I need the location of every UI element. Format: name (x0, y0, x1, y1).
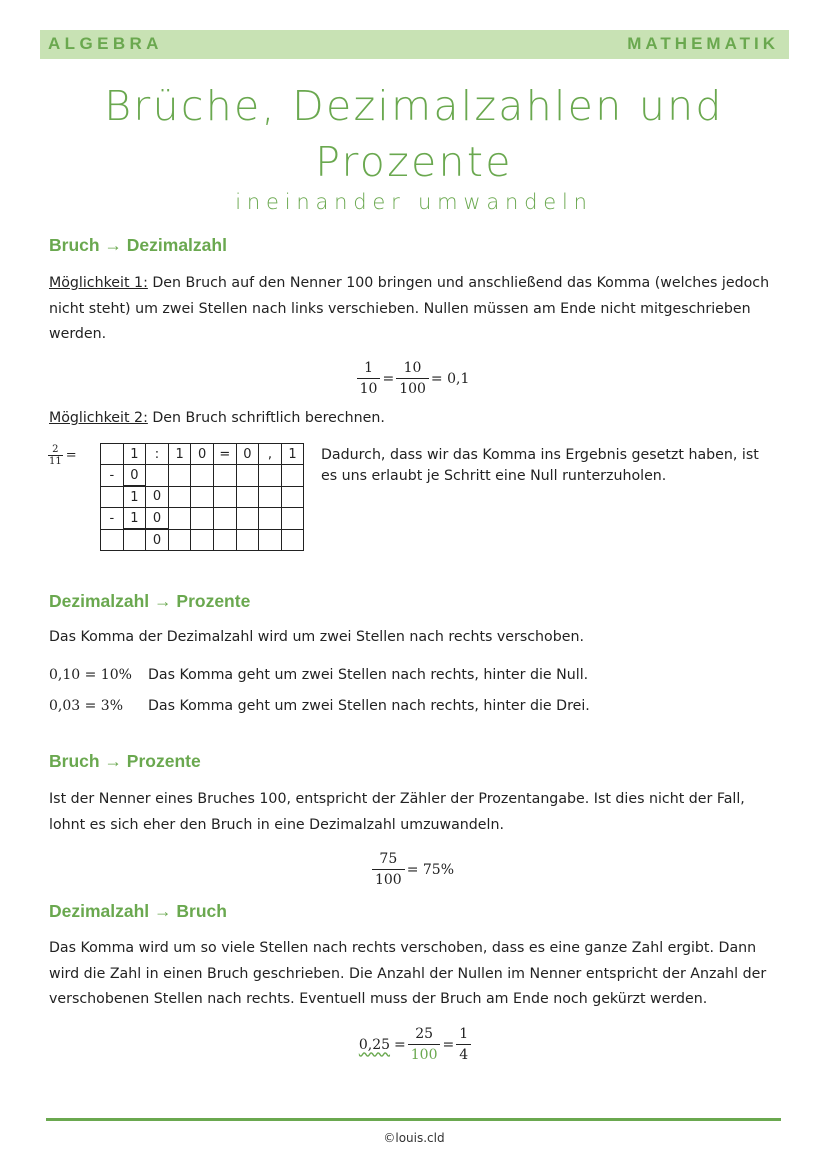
header-bar (40, 30, 789, 59)
header-subject-right: MATHEMATIK (627, 34, 779, 53)
grid-cell (236, 529, 259, 550)
fraction-25-100 (408, 1025, 441, 1064)
paragraph-dezimal-bruch: Das Komma wird um so viele Stellen nach rechts verschoben, dass es eine ganze Zahl ergibt. Dann wird die Zahl in einen Bruch geschrieben. Die Anzahl der Nullen im Nenner entspricht der Anzahl der verschobenen Stellen nach rechts. Eventuell muss der Bruch am Ende noch gekürzt werden. (49, 940, 767, 1007)
example-math: 0,10 = 10% (49, 667, 132, 683)
grid-cell: 0 (236, 444, 259, 465)
fraction-10-100 (396, 359, 429, 398)
grid-cell: - (101, 465, 124, 486)
grid-cell (281, 465, 304, 486)
numerator: 1 (357, 359, 381, 379)
equals-sign: = (65, 448, 77, 463)
fraction-1-4 (456, 1025, 471, 1064)
text-moeglichkeit-1: Den Bruch auf den Nenner 100 bringen und anschließend das Komma (welches jedoch nicht steht) um zwei Stellen nach links verschieben. Nullen müssen am Ende nicht mitgeschrieben werden. (49, 275, 770, 342)
paragraph-moeglichkeit-1 (49, 271, 784, 348)
page-subtitle: ineinander umwandeln (235, 190, 593, 214)
grid-cell (123, 529, 146, 550)
grid-cell (259, 465, 282, 486)
grid-row (101, 508, 304, 529)
paragraph-bruch-prozente: Ist der Nenner eines Bruches 100, entspricht der Zähler der Prozentangabe. Ist dies nicht der Fall, lohnt es sich eher den Bruch in eine Dezimalzahl umzuwandeln. (49, 791, 745, 833)
grid-row (101, 529, 304, 550)
page-title-line1: Brüche, Dezimalzahlen und (104, 82, 724, 130)
grid-cell (213, 508, 236, 529)
grid-cell (236, 486, 259, 507)
equation-result: = 0,1 (430, 370, 470, 387)
grid-cell (168, 486, 191, 507)
grid-cell: 0 (146, 529, 169, 550)
grid-cell (281, 508, 304, 529)
grid-row (101, 444, 304, 465)
footer-copyright: ©louis.cld (383, 1131, 445, 1145)
example-math: 0,03 = 3% (49, 698, 124, 714)
grid-cell (101, 486, 124, 507)
heading-dezimal-prozente: Dezimalzahl → Prozente (49, 591, 251, 611)
equation-bruch-dezimal (0, 359, 828, 398)
grid-cell: 1 (123, 508, 146, 529)
numerator: 2 (48, 444, 63, 456)
heading-bruch-prozente: Bruch → Prozente (49, 751, 201, 771)
numerator: 25 (408, 1025, 441, 1045)
grid-cell (236, 508, 259, 529)
example-text: Das Komma geht um zwei Stellen nach rechts, hinter die Drei. (148, 698, 590, 714)
grid-cell (168, 465, 191, 486)
grid-cell: 1 (168, 444, 191, 465)
grid-cell (259, 529, 282, 550)
equals-sign: = (394, 1036, 406, 1053)
heading-dezimal-bruch: Dezimalzahl → Bruch (49, 901, 227, 921)
grid-row (101, 465, 304, 486)
heading-bruch-dezimal: Bruch → Dezimalzahl (49, 235, 227, 255)
equation-dezimal-bruch (0, 1025, 828, 1064)
division-fraction (48, 444, 77, 467)
grid-cell (191, 529, 214, 550)
equals-sign: = (442, 1036, 455, 1053)
grid-cell (236, 465, 259, 486)
denominator: 10 (359, 381, 378, 397)
grid-cell: 0 (146, 508, 169, 529)
grid-cell: 0 (146, 486, 169, 507)
grid-cell: - (101, 508, 124, 529)
grid-cell: 1 (123, 444, 146, 465)
grid-cell (101, 444, 124, 465)
grid-cell: 0 (123, 465, 146, 486)
grid-cell (191, 465, 214, 486)
grid-cell: 0 (191, 444, 214, 465)
grid-cell: : (146, 444, 169, 465)
header-subject-left: ALGEBRA (48, 34, 163, 53)
denominator: 100 (410, 1047, 438, 1063)
numerator: 75 (372, 850, 405, 870)
grid-cell (146, 465, 169, 486)
label-moeglichkeit-1: Möglichkeit 1: (49, 275, 148, 291)
page-title-line2: Prozente (315, 138, 513, 186)
grid-cell (168, 508, 191, 529)
decimal-value: 0,25 (358, 1036, 391, 1053)
grid-cell: 1 (123, 486, 146, 507)
grid-cell: , (259, 444, 282, 465)
paragraph-moeglichkeit-2 (49, 406, 784, 432)
denominator: 100 (374, 872, 402, 888)
grid-cell (168, 529, 191, 550)
numerator: 1 (456, 1025, 471, 1045)
grid-cell: = (213, 444, 236, 465)
grid-row (101, 486, 304, 507)
denominator: 11 (49, 456, 62, 467)
paragraph-dezimal-prozente: Das Komma der Dezimalzahl wird um zwei Stellen nach rechts verschoben. (49, 629, 584, 645)
fraction-1-10 (357, 359, 381, 398)
equation-result: = 75% (406, 861, 455, 878)
long-division-grid (100, 443, 304, 551)
equals-sign: = (382, 370, 395, 387)
text-moeglichkeit-2: Den Bruch schriftlich berechnen. (147, 410, 385, 426)
denominator: 100 (399, 381, 426, 397)
grid-cell (259, 486, 282, 507)
grid-cell (213, 465, 236, 486)
equation-bruch-prozente (0, 850, 828, 889)
grid-cell (281, 529, 304, 550)
grid-cell (281, 486, 304, 507)
grid-cell (213, 529, 236, 550)
division-explanation: Dadurch, dass wir das Komma ins Ergebnis gesetzt haben, ist es uns erlaubt je Schritt eine Null runterzuholen. (321, 447, 759, 484)
grid-cell (259, 508, 282, 529)
grid-cell (101, 529, 124, 550)
example-text: Das Komma geht um zwei Stellen nach rechts, hinter die Null. (148, 667, 589, 683)
denominator: 4 (459, 1047, 469, 1063)
grid-cell: 1 (281, 444, 304, 465)
fraction-2-11 (48, 444, 63, 467)
fraction-75-100 (372, 850, 405, 889)
grid-cell (191, 508, 214, 529)
footer-divider (46, 1118, 781, 1121)
grid-cell (213, 486, 236, 507)
numerator: 10 (396, 359, 429, 379)
grid-cell (191, 486, 214, 507)
label-moeglichkeit-2: Möglichkeit 2: (49, 410, 148, 426)
